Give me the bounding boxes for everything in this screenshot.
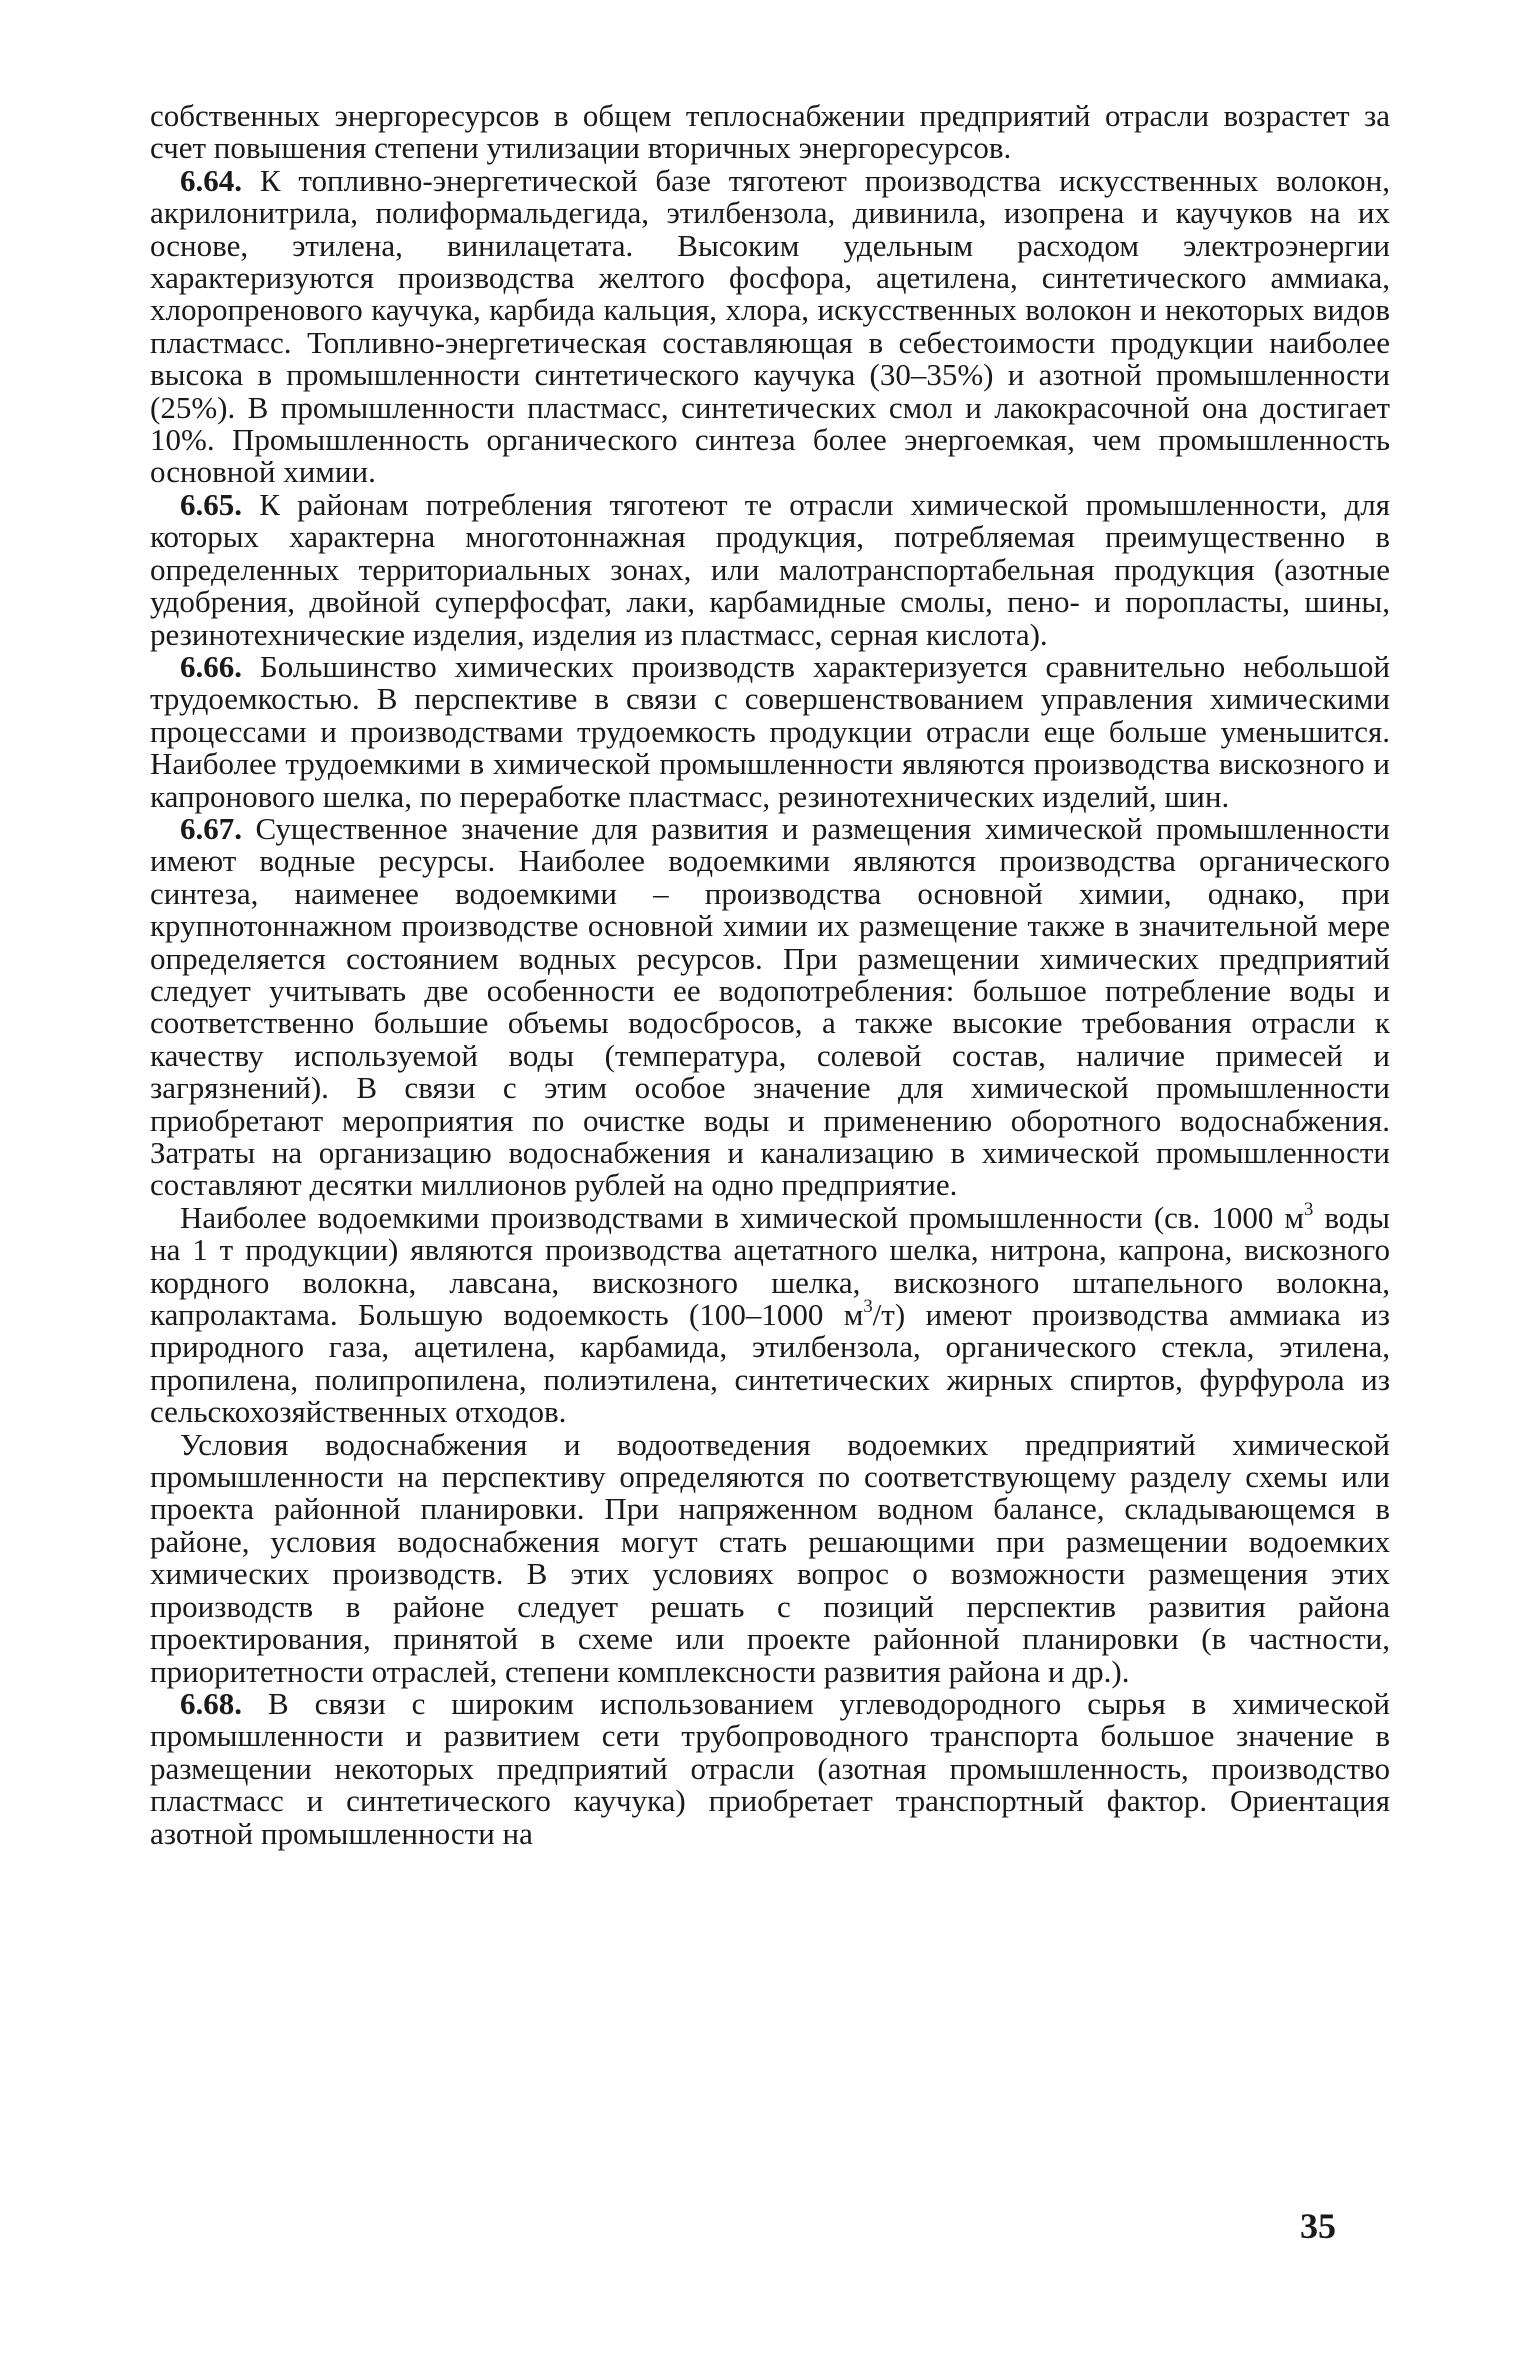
paragraph-water-intensity	[150, 1198, 1390, 1430]
paragraph-text: собственных энергоресурсов в общем теплоснабжении предприятий отрасли возрастет за счет повышения степени утилизации вторичных энергоресурсов.	[150, 98, 1390, 166]
paragraph-number: 6.68.	[180, 1685, 242, 1721]
page-number: 35	[1300, 2206, 1336, 2246]
paragraph-continuation	[150, 100, 1390, 165]
paragraph-6-66	[150, 648, 1390, 814]
paragraph-text: Существенное значение для развития и размещения химической промышленности имеют водные ресурсы. Наиболее водоемкими являются производства органического синтеза, наименее водоемкими – производства основной химии, однако, при крупнотоннажном производстве основной химии их размещение также в значительной мере определяется состоянием водных ресурсов. При размещении химических предприятий следует учитывать две особенности ее водопотребления: большое потребление воды и соответственно большие объемы водосбросов, а также высокие требования отрасли к качеству используемой воды (температура, солевой состав, наличие примесей и загрязнений). В связи с этим особое значение для химической промышленности приобретают мероприятия по очистке воды и применению оборотного водоснабжения. Затраты на организацию водоснабжения и канализацию в химической промышленности составляют десятки миллионов рублей на одно предприятие.	[150, 810, 1390, 1203]
paragraph-6-68	[150, 1685, 1390, 1851]
page-body	[150, 100, 1390, 1850]
paragraph-number: 6.64.	[180, 162, 242, 198]
paragraph-text: Условия водоснабжения и водоотведения водоемких предприятий химической промышленности на перспективу определяются по соответствующему разделу схемы или проекта районной планировки. При напряженном водном балансе, складывающемся в районе, условия водоснабжения могут стать решающими при размещении водоемких химических производств. В этих условиях вопрос о возможности размещения этих производств в районе следует решать с позиций перспектив развития района проектирования, принятой в схеме или проекте районной планировки (в частности, приоритетности отраслей, степени комплексности развития района и др.).	[150, 1426, 1390, 1689]
paragraph-6-64	[150, 162, 1390, 490]
paragraph-text: Наиболее водоемкими производствами в химической промышленности (св. 1000 $м^3$ воды на 1 т продукции) являются производства ацетатного шелка, нитрона, капрона, вискозного кордного волокна, лавсана, вискозного шелка, вискозного штапельного волокна, капролактама. Большую водоемкость (100–1000 $м^3/т$) имеют производства аммиака из природного газа, ацетилена, карбамида, этилбензола, органического стекла, этилена, пропилена, полипропилена, полиэтилена, синтетических жирных спиртов, фурфурола из сельскохозяйственных отходов.	[150, 1198, 1390, 1430]
paragraph-number: 6.66.	[180, 648, 242, 684]
paragraph-water-supply-conditions	[150, 1426, 1390, 1689]
paragraph-number: 6.67.	[180, 810, 242, 846]
paragraph-text: К районам потребления тяготеют те отрасли химической промышленности, для которых характерна многотоннажная продукция, потребляемая преимущественно в определенных территориальных зонах, или малотранспортабельная продукция (азотные удобрения, двойной суперфосфат, лаки, карбамидные смолы, пено- и поропласты, шины, резинотехнические изделия, изделия из пластмасс, серная кислота).	[150, 486, 1390, 652]
paragraph-number: 6.65.	[180, 486, 242, 522]
paragraph-text: В связи с широким использованием углеводородного сырья в химической промышленности и развитием сети трубопроводного транспорта большое значение в размещении некоторых предприятий отрасли (азотная промышленность, производство пластмасс и синтетического каучука) приобретает транспортный фактор. Ориентация азотной промышленности на	[150, 1685, 1390, 1851]
paragraph-text: К топливно-энергетической базе тяготеют производства искусственных волокон, акрилонитрила, полиформальдегида, этилбензола, дивинила, изопрена и каучуков на их основе, этилена, винилацетата. Высоким удельным расходом электроэнергии характеризуются производства желтого фосфора, ацетилена, синтетического аммиака, хлоропренового каучука, карбида кальция, хлора, искусственных волокон и некоторых видов пластмасс. Топливно-энергетическая составляющая в себестоимости продукции наиболее высока в промышленности синтетического каучука (30–35%) и азотной промышленности (25%). В промышленности пластмасс, синтетических смол и лакокрасочной она достигает 10%. Промышленность органического синтеза более энергоемкая, чем промышленность основной химии.	[150, 162, 1390, 490]
paragraph-6-67	[150, 810, 1390, 1203]
paragraph-6-65	[150, 486, 1390, 652]
paragraph-text: Большинство химических производств характеризуется сравнительно небольшой трудоемкостью. В перспективе в связи с совершенствованием управления химическими процессами и производствами трудоемкость продукции отрасли еще больше уменьшится. Наиболее трудоемкими в химической промышленности являются производства вискозного и капронового шелка, по переработке пластмасс, резинотехнических изделий, шин.	[150, 648, 1390, 814]
